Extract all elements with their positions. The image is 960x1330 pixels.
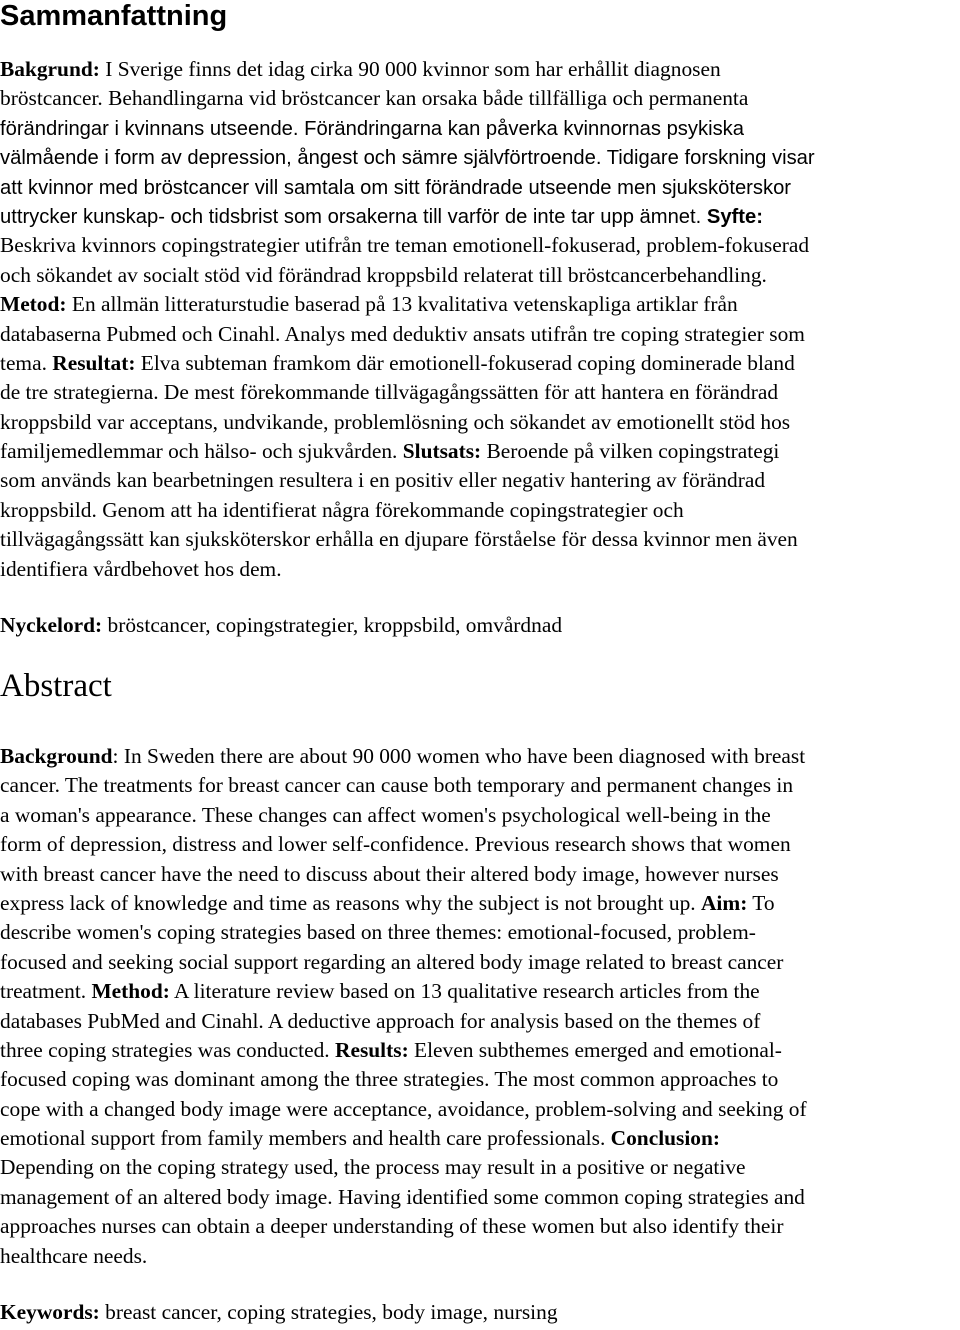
- swedish-abstract-text: En allmän litteraturstudie baserad på 13 kvalitativa vetenskapliga artiklar från: [66, 292, 738, 317]
- english-abstract-line: [0, 1095, 960, 1124]
- english-abstract-line: [0, 1065, 960, 1094]
- swedish-abstract-text: att kvinnor med bröstcancer vill samtala om sitt förändrade utseende men sjuksköterskor: [0, 176, 792, 199]
- swedish-abstract-text: uttrycker kunskap- och tidsbrist som orsakerna till varför de inte tar upp ämnet.: [0, 205, 702, 228]
- swedish-abstract-text: bröstcancer. Behandlingarna vid bröstcancer kan orsaka både tillfälliga och permanenta: [0, 86, 749, 111]
- swedish-abstract-text: Beroende på vilken copingstrategi: [481, 439, 780, 464]
- swedish-keywords-text: bröstcancer, copingstrategier, kroppsbild, omvårdnad: [102, 613, 563, 637]
- swedish-abstract-line: [0, 84, 960, 113]
- swedish-abstract-text: som används kan bearbetningen resultera i en positiv eller negativ hantering av förändrad: [0, 468, 766, 493]
- swedish-abstract-line: [0, 231, 960, 260]
- swedish-abstract-text: Elva subteman framkom där emotionell-fokuserad coping dominerade bland: [135, 350, 795, 375]
- english-keywords-line: [0, 1298, 960, 1327]
- english-abstract-line: [0, 801, 960, 830]
- swedish-keywords-line: [0, 611, 960, 640]
- swedish-abstract-line: [0, 173, 960, 202]
- swedish-abstract-line: [0, 114, 960, 143]
- english-abstract-section-label: Background: [0, 744, 113, 768]
- swedish-abstract-line: [0, 349, 960, 378]
- swedish-abstract-line: [0, 555, 960, 584]
- swedish-abstract-text: förändringar i kvinnans utseende. Förändringarna kan påverka kvinnornas psykiska: [0, 117, 744, 140]
- english-abstract-text: cope with a changed body image were acceptance, avoidance, problem-solving and seeking of: [0, 1096, 807, 1121]
- english-abstract-text: treatment.: [0, 979, 92, 1004]
- english-abstract-text: healthcare needs.: [0, 1243, 148, 1268]
- english-abstract-line: [0, 1153, 960, 1182]
- english-abstract-line: [0, 918, 960, 947]
- swedish-abstract-text: Beskriva kvinnors copingstrategier utifrån tre teman emotionell-fokuserad, problem-fokuserad: [0, 233, 810, 258]
- english-abstract-text: describe women's coping strategies based on three themes: emotional-focused, problem-: [0, 920, 756, 945]
- english-abstract-text: Depending on the coping strategy used, the process may result in a positive or negative: [0, 1155, 746, 1180]
- english-abstract-text: To: [747, 890, 775, 915]
- swedish-abstract-section-label: Resultat:: [52, 350, 136, 375]
- swedish-abstract-section-label: Syfte:: [701, 205, 763, 228]
- swedish-abstract-text: I Sverige finns det idag cirka 90 000 kvinnor som har erhållit diagnosen: [99, 57, 721, 81]
- english-abstract-text: form of depression, distress and lower self-confidence. Previous research shows that women: [0, 832, 791, 857]
- english-abstract-line: [0, 1124, 960, 1153]
- swedish-abstract-text: och sökandet av socialt stöd vid förändrad kroppsbild relaterat till bröstcancerbehandling.: [0, 262, 767, 287]
- english-abstract-text: with breast cancer have the need to discuss about their altered body image, however nurses: [0, 861, 779, 886]
- swedish-abstract-line: [0, 466, 960, 495]
- swedish-abstract-text: de tre strategierna. De mest förekommande tillvägagångssätten för att hantera en förändrad: [0, 380, 779, 405]
- swedish-abstract-text: familjemedlemmar och hälso- och sjukvården.: [0, 439, 403, 464]
- swedish-abstract-line: [0, 143, 960, 172]
- english-abstract-text: databases PubMed and Cinahl. A deductive approach for analysis based on the themes of: [0, 1008, 761, 1033]
- english-abstract-text: focused and seeking social support regarding an altered body image related to breast cancer: [0, 949, 784, 974]
- english-abstract-text: emotional support from family members and health care professionals.: [0, 1126, 611, 1151]
- english-abstract-heading: Abstract: [0, 668, 112, 704]
- english-abstract-line: [0, 1183, 960, 1212]
- english-abstract-section-label: Method:: [91, 979, 170, 1004]
- swedish-abstract-line: [0, 261, 960, 290]
- swedish-summary-heading: Sammanfattning: [0, 0, 228, 32]
- english-abstract-text: : In Sweden there are about 90 000 women who have been diagnosed with breast: [112, 744, 806, 768]
- english-abstract-line: [0, 1036, 960, 1065]
- english-abstract-text: focused coping was dominant among the three strategies. The most common approaches to: [0, 1067, 779, 1092]
- swedish-keywords-label: Nyckelord:: [0, 613, 103, 637]
- swedish-abstract-line: [0, 320, 960, 349]
- swedish-abstract-text: kroppsbild var acceptans, undvikande, problemlösning och sökandet av emotionellt stöd hos: [0, 409, 791, 434]
- english-abstract-line: [0, 1242, 960, 1271]
- swedish-abstract-text: tillvägagångssätt kan sjuksköterskor erhålla en djupare förståelse för dessa kvinnor men även: [0, 527, 798, 552]
- swedish-abstract-section-label: Metod:: [0, 292, 67, 317]
- english-abstract-line: [0, 948, 960, 977]
- swedish-abstract-line: [0, 408, 960, 437]
- english-keywords-label: Keywords:: [0, 1300, 100, 1324]
- english-abstract-line: [0, 889, 960, 918]
- swedish-abstract-text: identifiera vårdbehovet hos dem.: [0, 556, 282, 581]
- english-abstract-text: cancer. The treatments for breast cancer can cause both temporary and permanent changes in: [0, 773, 794, 798]
- english-abstract-text: three coping strategies was conducted.: [0, 1037, 336, 1062]
- swedish-abstract-text: kroppsbild. Genom att ha identifierat några förekommande copingstrategier och: [0, 497, 684, 522]
- english-abstract-text: management of an altered body image. Having identified some common coping strategies and: [0, 1184, 805, 1209]
- swedish-abstract-section-label: Slutsats:: [402, 439, 482, 464]
- swedish-abstract-paragraph: [0, 55, 960, 584]
- swedish-abstract-text: välmående i form av depression, ångest och sämre självförtroende. Tidigare forskning visar: [0, 147, 815, 170]
- swedish-abstract-line: [0, 496, 960, 525]
- english-abstract-line: [0, 860, 960, 889]
- english-abstract-line: [0, 830, 960, 859]
- swedish-abstract-line: [0, 525, 960, 554]
- english-abstract-line: [0, 1007, 960, 1036]
- english-abstract-line: [0, 771, 960, 800]
- english-abstract-text: A literature review based on 13 qualitative research articles from the: [169, 979, 760, 1004]
- english-abstract-line: [0, 977, 960, 1006]
- swedish-abstract-line: [0, 378, 960, 407]
- swedish-abstract-line: [0, 290, 960, 319]
- english-abstract-line: [0, 742, 960, 771]
- swedish-abstract-line: [0, 437, 960, 466]
- swedish-abstract-section-label: Bakgrund:: [0, 57, 100, 81]
- english-abstract-section-label: Results:: [335, 1037, 409, 1062]
- english-abstract-text: a woman's appearance. These changes can affect women's psychological well-being in the: [0, 802, 771, 827]
- swedish-abstract-line: [0, 202, 960, 231]
- english-abstract-section-label: Aim:: [700, 890, 748, 915]
- swedish-abstract-text: tema.: [0, 350, 53, 375]
- swedish-abstract-text: databaserna Pubmed och Cinahl. Analys med deduktiv ansats utifrån tre coping strategier som: [0, 321, 805, 346]
- swedish-abstract-line: [0, 55, 960, 84]
- english-abstract-line: [0, 1212, 960, 1241]
- english-abstract-paragraph: [0, 742, 960, 1271]
- english-keywords-text: breast cancer, coping strategies, body image, nursing: [99, 1300, 558, 1324]
- english-abstract-text: Eleven subthemes emerged and emotional-: [408, 1037, 782, 1062]
- english-abstract-text: express lack of knowledge and time as reasons why the subject is not brought up.: [0, 890, 701, 915]
- english-abstract-text: approaches nurses can obtain a deeper understanding of these women but also identify their: [0, 1214, 784, 1239]
- english-abstract-section-label: Conclusion:: [610, 1126, 721, 1151]
